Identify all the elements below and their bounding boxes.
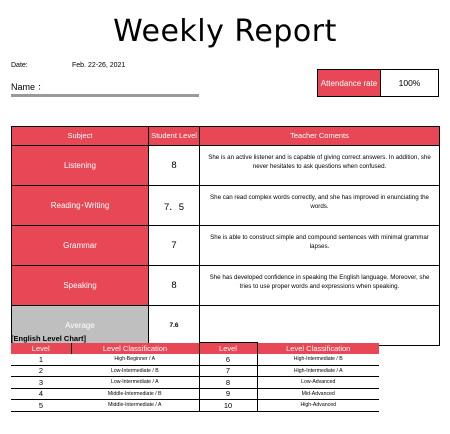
level-chart-header — [11, 343, 379, 354]
level-number: 10 — [199, 400, 257, 412]
name-underline — [11, 94, 199, 97]
attendance-value: 100% — [398, 78, 421, 88]
average-comment-cell — [200, 306, 440, 346]
level-chart-row — [11, 354, 379, 366]
level-number: 4 — [11, 388, 71, 400]
report-table-header — [12, 127, 440, 146]
level-header: Level — [199, 343, 257, 354]
level-chart-row — [11, 365, 379, 377]
level-chart-row — [11, 400, 379, 412]
date-value: Feb. 22-26, 2021 — [72, 62, 126, 69]
table-row — [12, 226, 440, 266]
attendance-label: Attendance rate — [318, 70, 381, 96]
table-row — [12, 146, 440, 186]
comment-cell: She is an active listener and is capable of giving correct answers. In addition, she never hesitates to ask questions when confused. — [200, 146, 440, 186]
subject-cell: Reading･Writing — [12, 186, 149, 226]
table-row — [12, 186, 440, 226]
level-number: 9 — [199, 388, 257, 400]
level-number: 5 — [11, 400, 71, 412]
level-classification: Mid-Advanced — [257, 388, 379, 400]
name-label: Name ： — [11, 82, 47, 92]
subject-cell: Grammar — [12, 226, 149, 266]
level-number: 6 — [199, 354, 257, 366]
level-number: 3 — [11, 377, 71, 389]
level-cell: 8 — [149, 266, 200, 306]
level-classification: Low-Intermediate / A — [71, 377, 199, 389]
level-classification: Low-Intermediate / B — [71, 365, 199, 377]
level-number: 1 — [11, 354, 71, 366]
level-cell: 7．5 — [149, 186, 200, 226]
level-chart-row — [11, 388, 379, 400]
level-classification: High-Advanced — [257, 400, 379, 412]
level-cell: 8 — [149, 146, 200, 186]
average-value: 7.6 — [149, 306, 200, 346]
level-classification: High-Intermediate / B — [257, 354, 379, 366]
average-label: Average — [12, 306, 149, 346]
level-classification: Middle-Intermediate / A — [71, 400, 199, 412]
subject-cell: Listening — [12, 146, 149, 186]
level-classification: Low-Advanced — [257, 377, 379, 389]
level-classification: High-Beginner / A — [71, 354, 199, 366]
attendance-box — [317, 69, 439, 97]
comment-cell: She has developed confidence in speaking the English language. Moreover, she tries to use proper words and expressions when speaking. — [200, 266, 440, 306]
level-chart-row — [11, 377, 379, 389]
level-number: 8 — [199, 377, 257, 389]
subject-cell: Speaking — [12, 266, 149, 306]
level-classification: Middle-Intermediate / B — [71, 388, 199, 400]
date-label: Date: — [11, 62, 28, 69]
classification-header: Level Classification — [257, 343, 379, 354]
report-table — [11, 126, 440, 346]
level-header: Level — [11, 343, 71, 354]
level-classification: High-Intermediate / A — [257, 365, 379, 377]
level-chart-title: [English Level Chart] — [11, 334, 87, 343]
report-title: Weekly Report — [113, 14, 337, 49]
level-number: 2 — [11, 365, 71, 377]
comment-cell: She is able to construct simple and compound sentences with minimal grammar lapses. — [200, 226, 440, 266]
comments-header: Teacher Coments — [200, 127, 440, 146]
level-header: Student Level — [149, 127, 200, 146]
table-row — [12, 266, 440, 306]
level-cell: 7 — [149, 226, 200, 266]
level-chart-table — [11, 342, 379, 412]
level-number: 7 — [199, 365, 257, 377]
comment-cell: She can read complex words correctly, and she has improved in enunciating the words. — [200, 186, 440, 226]
subject-header: Subject — [12, 127, 149, 146]
classification-header: Level Classification — [71, 343, 199, 354]
